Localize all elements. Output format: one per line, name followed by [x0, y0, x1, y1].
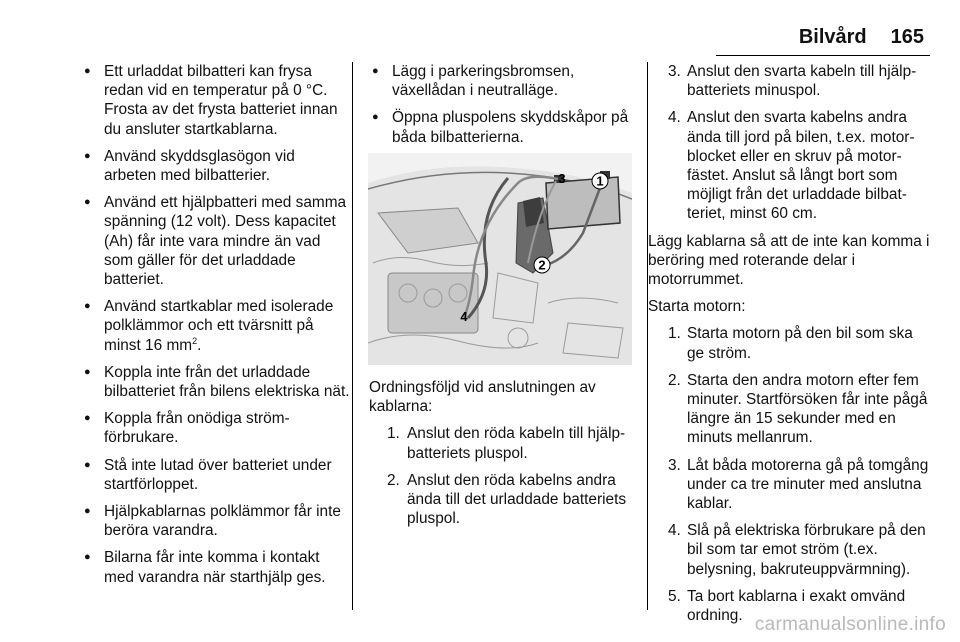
column-3: [648, 62, 932, 633]
page-header: [799, 26, 924, 49]
bullet-text: Koppla inte från det urladdade bilbatteriet från bilens elektriska nät.: [104, 363, 350, 401]
page-number: 165: [890, 26, 924, 48]
bullet-item: [78, 297, 350, 355]
bullet-item: [78, 409, 350, 447]
step-number: 5.: [668, 587, 681, 605]
column-1: [78, 62, 350, 595]
bullet-item: [366, 62, 632, 100]
step-text: Anslut den svarta kabeln till hjälpbatteriets minuspol.: [687, 63, 917, 100]
jump-start-illustration: [368, 153, 632, 365]
bullet-item: [78, 363, 350, 401]
step-number: 3.: [668, 63, 681, 80]
watermark: carmanualsonline.info: [754, 614, 946, 635]
step-text: Anslut den svarta kabelns andra ända till jord på bilen, t.ex. motorblocket eller en skruv på motorfästet. Anslut så långt bort som möjligt från det urladdade bilbatteriet, minst 60 cm.: [687, 109, 915, 223]
bullet-item: [78, 548, 350, 586]
page-title: Bilvård: [798, 26, 867, 48]
step-text: Anslut den röda kabelns andra ända till det urladdade batteriets pluspol.: [407, 471, 627, 528]
callout-2: 2: [538, 257, 546, 273]
step-text: Starta motorn på den bil som ska ge ström.: [687, 325, 913, 362]
bullet-item: [78, 456, 350, 494]
step-text: Låt båda motorerna gå på tomgång under ca tre minuter med anslutna kablar.: [687, 456, 929, 513]
step-number: 4.: [668, 109, 681, 127]
list-item: [369, 424, 637, 462]
bullet-text: Ett urladdat bilbatteri kan frysa redan vid en temperatur på 0 °C. Frosta av det frysta batteriet innan du ansluter startkablarna.: [104, 63, 338, 138]
list-item: [648, 62, 932, 100]
bullet-text: Använd skyddsglasögon vid arbeten med bilbatterier.: [104, 147, 295, 185]
step-text: Ta bort kablarna i exakt omvänd ordning.: [687, 587, 906, 625]
bullet-text: Lägg i parkeringsbromsen, växellådan i neutralläge.: [392, 63, 575, 100]
callout-1: 1: [596, 173, 604, 189]
paragraph: Lägg kablarna så att de inte kan komma i beröring med roterande delar i motorrummet.: [648, 232, 930, 289]
bullet-text: Stå inte lutad över batteriet under startförloppet.: [104, 456, 332, 493]
bullet-text: Öppna pluspolens skyddskåpor på båda bilbatterierna.: [392, 109, 629, 146]
bullet-item: [78, 193, 350, 289]
bullet-item: [366, 108, 632, 146]
bullet-item: [78, 502, 350, 540]
bullet-text: Använd ett hjälpbatteri med samma spänning (12 volt). Dess kapacitet (Ah) får inte vara mindre än vad som gäller för det urladdade batteriet.: [104, 194, 347, 289]
column-2: [366, 62, 632, 155]
superscript: 2: [192, 335, 198, 346]
bullet-text: Hjälpkablarnas polklämmor får inte beröra varandra.: [104, 503, 341, 540]
step-text: Slå på elektriska förbrukare på den bil som tar emot ström (t.ex. belysning, bakruteuppvärmning).: [687, 522, 926, 578]
step-number: 1.: [387, 425, 400, 443]
bullet-item: [78, 147, 350, 185]
bullet-text: Använd startkablar med isolerade polklämmor och ett tvärsnitt på minst 16 mm: [104, 298, 334, 354]
bullet-text: Bilarna får inte komma i kontakt med varandra när starthjälp ges.: [104, 549, 326, 586]
step-number: 3.: [668, 456, 681, 474]
bullet-item: [78, 62, 350, 139]
start-label: Starta motorn:: [648, 298, 746, 316]
column-2-lower: [369, 378, 637, 536]
list-item: [648, 324, 932, 362]
step-number: 1.: [668, 325, 681, 343]
step-text: Starta den andra motorn efter fem minuter. Startförsöken får inte pågå längre än 15 sekunder med en minuts mellanrum.: [687, 371, 928, 447]
callout-4: 4: [460, 309, 468, 324]
header-rule: [716, 55, 930, 56]
list-item: [648, 108, 932, 223]
list-item: [648, 521, 932, 579]
engine-bay-drawing: [368, 153, 632, 365]
bullet-text-end: .: [197, 336, 202, 354]
step-number: 2.: [668, 371, 681, 389]
step-text: Anslut den röda kabeln till hjälpbatteriets pluspol.: [407, 425, 626, 462]
list-item: [648, 456, 932, 514]
step-number: 2.: [387, 471, 400, 489]
list-item: [648, 371, 932, 448]
step-number: 4.: [668, 522, 681, 540]
bullet-text: Koppla från onödiga strömförbrukare.: [104, 410, 290, 447]
list-item: [369, 471, 637, 529]
intro-text: Ordningsföljd vid anslutningen av kablarna:: [369, 379, 596, 416]
column-divider-1: [352, 62, 353, 610]
callout-3: 3: [558, 171, 566, 186]
